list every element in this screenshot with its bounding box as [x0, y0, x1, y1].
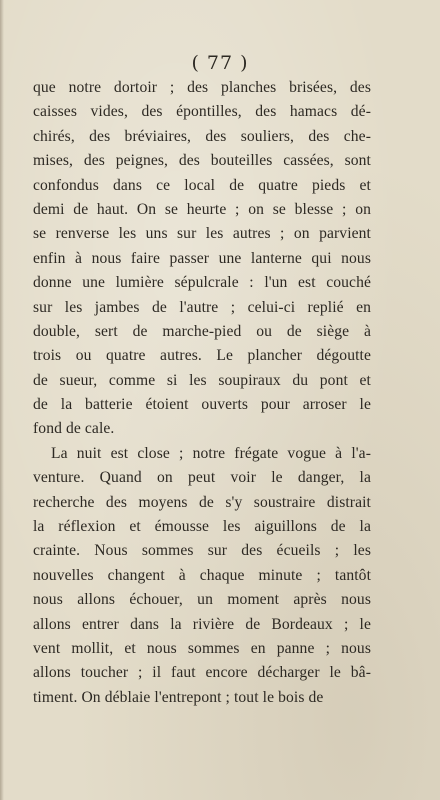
page-number: ( 77 ) [191, 52, 249, 74]
page-edge-shadow [0, 0, 4, 800]
text-line: demi de haut. On se heurte ; on se blesse ; on [33, 200, 371, 218]
text-line: La nuit est close ; notre frégate vogue à l'a- [51, 444, 371, 462]
text-line: donne une lumière sépulcrale : l'un est couché [33, 274, 371, 292]
paragraph-2 [33, 442, 371, 710]
text-line: venture. Quand on peut voir le danger, la [33, 469, 371, 487]
text-line: chirés, des bréviaires, des souliers, des che- [33, 127, 371, 145]
text-line: caisses vides, des épontilles, des hamacs dé- [33, 103, 371, 121]
text-line: confondus dans ce local de quatre pieds et [33, 176, 371, 194]
text-line: enfin à nous faire passer une lanterne qui nous [33, 249, 371, 267]
text-line: allons entrer dans la rivière de Bordeaux ; le [33, 615, 371, 633]
text-line: nous allons échouer, un moment après nous [33, 591, 371, 609]
text-line: recherche des moyens de s'y soustraire distrait [33, 493, 371, 511]
text-line: de sueur, comme si les soupiraux du pont et [33, 371, 371, 389]
text-line: fond de cale. [33, 420, 115, 438]
text-line: mises, des peignes, des bouteilles cassées, sont [33, 152, 371, 170]
text-line: de la batterie étoient ouverts pour arroser le [33, 396, 371, 414]
text-line: timent. On déblaie l'entrepont ; tout le bois de [33, 688, 324, 706]
text-line: que notre dortoir ; des planches brisées, des [33, 79, 371, 96]
text-line: nouvelles changent à chaque minute ; tantôt [33, 566, 371, 584]
text-line: la réflexion et émousse les aiguillons de la [33, 518, 371, 536]
text-line: double, sert de marche-pied ou de siège à [33, 322, 371, 340]
text-line: trois ou quatre autres. Le plancher dégoutte [33, 347, 371, 365]
text-line: crainte. Nous sommes sur des écueils ; les [33, 542, 371, 560]
body-text [33, 76, 371, 710]
text-line: allons toucher ; il faut encore décharger le bâ- [33, 664, 371, 682]
text-line: sur les jambes de l'autre ; celui-ci replié en [33, 298, 371, 316]
text-line: vent mollit, et nous sommes en panne ; nous [33, 639, 371, 657]
paragraph-1 [33, 76, 371, 442]
text-line: se renverse les uns sur les autres ; on parvient [33, 225, 371, 243]
